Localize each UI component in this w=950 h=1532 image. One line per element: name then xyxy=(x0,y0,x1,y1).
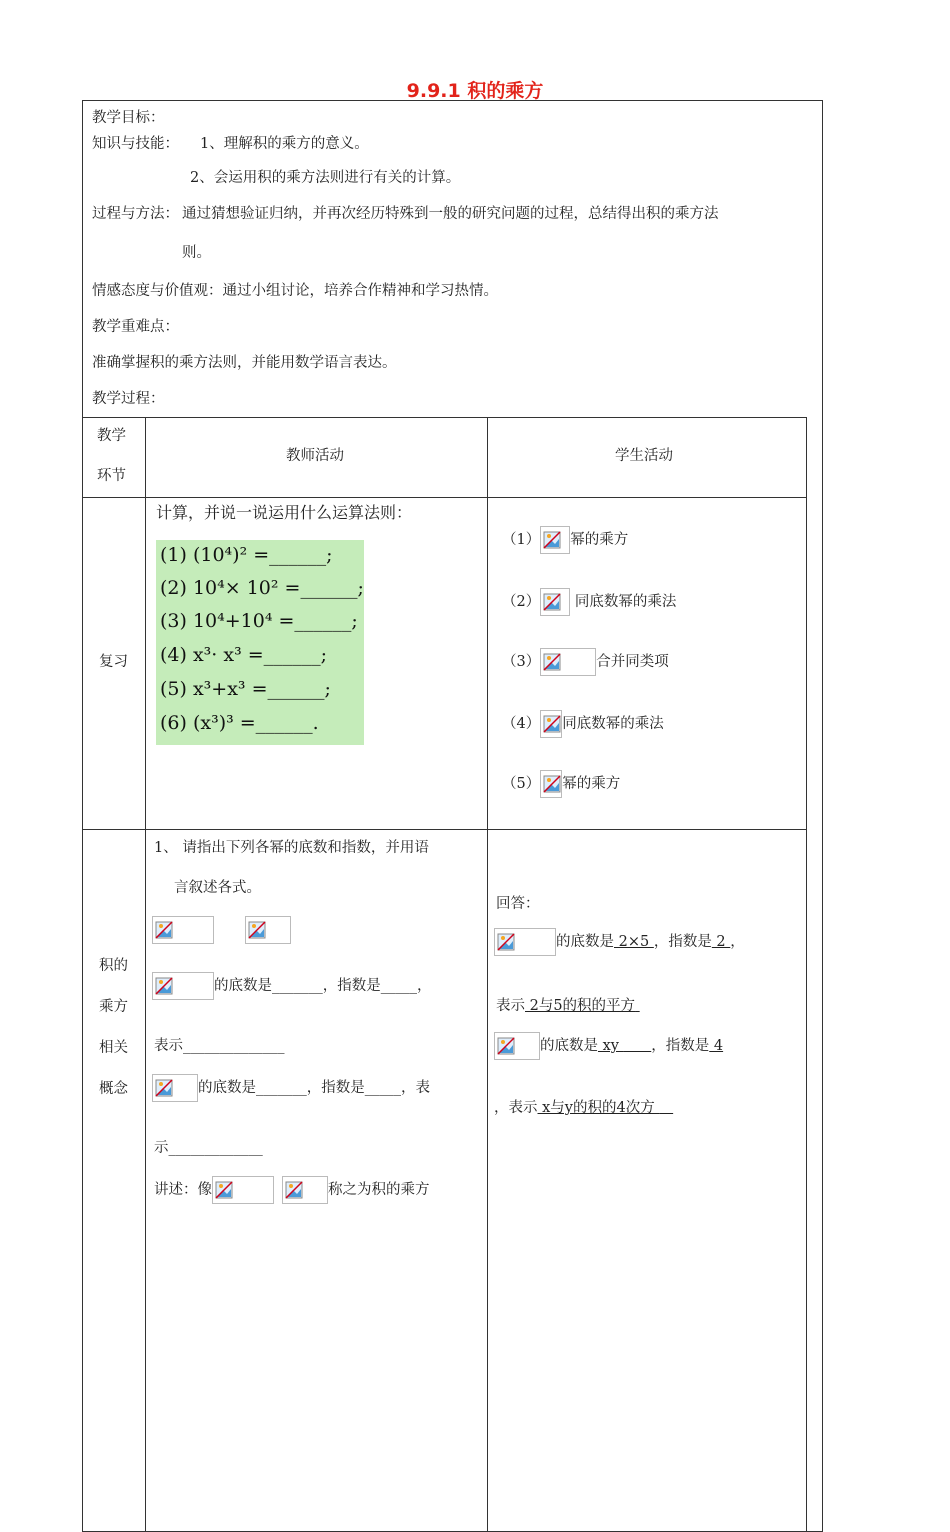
emotion-text: 情感态度与价值观：通过小组讨论，培养合作精神和学习热情。 xyxy=(92,283,498,299)
answer-3: （3） 合并同类项 xyxy=(502,648,669,676)
process-label: 过程与方法： xyxy=(92,206,179,222)
header-teacher: 教师活动 xyxy=(146,418,488,498)
broken-image-icon xyxy=(152,972,214,1000)
header-stage: 教学 环节 xyxy=(83,418,146,498)
review-row xyxy=(83,498,807,830)
exercise-5: (5) x³+x³ =______; xyxy=(160,678,331,700)
answer-4: （4） 同底数幂的乘法 xyxy=(502,710,664,738)
concept-label-cell: 积的 乘方 相关 概念 xyxy=(83,830,146,1532)
formula-images xyxy=(152,916,291,944)
concept-row xyxy=(83,830,807,1532)
teacher-base-line-2: 的底数是_______，指数是_____，表 xyxy=(152,1074,430,1102)
answer-5: （5） 幂的乘方 xyxy=(502,770,620,798)
broken-image-icon xyxy=(152,916,214,944)
review-exercise-image xyxy=(156,540,364,745)
review-label-cell: 复习 xyxy=(83,498,146,830)
teacher-base-line-1: 的底数是_______，指数是_____， xyxy=(152,972,432,1000)
exercise-1: (1) (10⁴)² =______; xyxy=(160,544,333,566)
teacher-express-line-1: 表示______________ xyxy=(154,1038,285,1054)
knowledge-item-1: 1、理解积的乘方的意义。 xyxy=(200,136,369,152)
broken-image-icon xyxy=(212,1176,274,1204)
page-title: 9.9.1 积的乘方 xyxy=(406,80,544,102)
broken-image-icon xyxy=(540,710,562,738)
answer-1: （1） 幂的乘方 xyxy=(502,526,628,554)
activity-table xyxy=(82,417,807,1532)
broken-image-icon xyxy=(245,916,291,944)
broken-image-icon xyxy=(152,1074,198,1102)
process-text: 通过猜想验证归纳，并再次经历特殊到一般的研究问题的过程，总结得出积的乘方法 xyxy=(182,206,719,222)
review-teacher-cell xyxy=(146,498,488,830)
broken-image-icon xyxy=(540,648,596,676)
teacher-narrate-line: 讲述：像 称之为积的乘方 xyxy=(154,1176,430,1204)
broken-image-icon xyxy=(494,1032,540,1060)
process-heading: 教学过程： xyxy=(92,391,165,407)
student-express-line-1: 表示 2与5的积的平方 xyxy=(496,998,636,1014)
broken-image-icon xyxy=(540,588,570,616)
exercise-6: (6) (x³)³ =______. xyxy=(160,712,319,734)
broken-image-icon xyxy=(494,928,556,956)
teacher-express-line-2: 示_____________ xyxy=(154,1140,263,1156)
exercise-2: (2) 10⁴× 10² =______; xyxy=(160,577,364,599)
broken-image-icon xyxy=(282,1176,328,1204)
exercise-4: (4) x³· x³ =______; xyxy=(160,644,328,666)
review-student-cell xyxy=(488,498,807,830)
knowledge-item-2: 2、会运用积的乘方法则进行有关的计算。 xyxy=(190,170,461,186)
process-text-2: 则。 xyxy=(182,245,211,261)
header-student: 学生活动 xyxy=(488,418,807,498)
broken-image-icon xyxy=(540,770,562,798)
teacher-question-1: 1、 请指出下列各幂的底数和指数，并用语 xyxy=(154,840,429,856)
knowledge-label: 知识与技能： xyxy=(92,136,179,152)
concept-teacher-cell xyxy=(146,830,488,1532)
objectives-heading: 教学目标： xyxy=(92,110,165,126)
student-base-line-1: 的底数是 2×5 ，指数是 2 ， xyxy=(494,928,745,956)
review-prompt: 计算，并说一说运用什么运算法则： xyxy=(156,503,413,522)
exercise-3: (3) 10⁴+10⁴ =______; xyxy=(160,610,358,632)
concept-student-cell xyxy=(488,830,807,1532)
broken-image-icon xyxy=(540,526,570,554)
key-text: 准确掌握积的乘方法则，并能用数学语言表达。 xyxy=(92,355,397,371)
student-answer-label: 回答： xyxy=(496,896,540,912)
table-header-row xyxy=(83,418,807,498)
student-base-line-2: 的底数是 xy ，指数是 4 xyxy=(494,1032,723,1060)
teacher-question-1b: 言叙述各式。 xyxy=(174,880,261,896)
key-heading: 教学重难点： xyxy=(92,319,179,335)
answer-2: （2） 同底数幂的乘法 xyxy=(502,588,676,616)
student-express-line-2: ，表示 x与y的积的4次方 xyxy=(494,1100,660,1116)
